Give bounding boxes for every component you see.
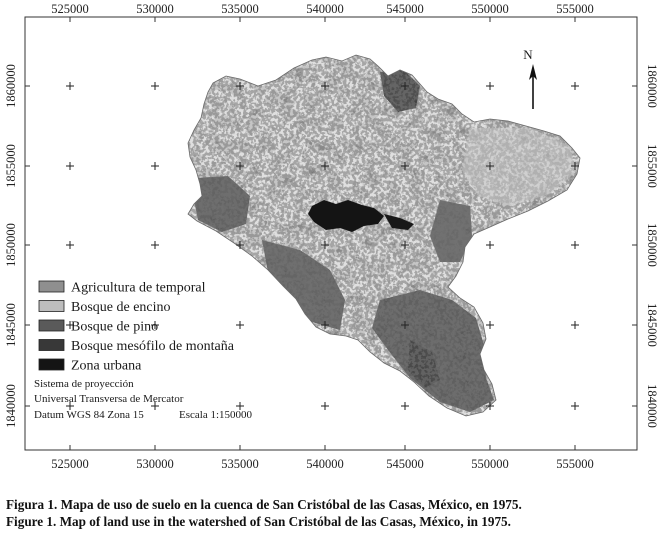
y-tick-label-left: 1860000 [4,64,18,108]
legend-swatch [39,340,64,351]
grid-cross [321,402,329,410]
grid-cross [236,321,244,329]
grid-cross [401,402,409,410]
grid-cross [486,82,494,90]
x-tick-labels-bottom [51,457,594,471]
y-tick-label-left: 1850000 [4,223,18,267]
x-tick-label-bottom: 555000 [556,457,594,471]
grid-cross [66,82,74,90]
x-tick-label-top: 535000 [221,2,259,16]
projection-scale: Escala 1:150000 [179,409,253,421]
legend [39,281,235,374]
y-tick-labels-right [645,64,659,428]
legend-label: Bosque de encino [71,300,171,315]
grid-cross [151,162,159,170]
x-tick-label-top: 555000 [556,2,594,16]
x-tick-label-top: 530000 [136,2,174,16]
x-tick-label-top: 550000 [471,2,509,16]
y-tick-label-right: 1840000 [645,384,659,428]
x-tick-label-bottom: 540000 [306,457,344,471]
figure-caption-english: Figure 1. Map of land use in the watershed of San Cristóbal de las Casas, México, in 1975. [6,514,511,529]
grid-cross [486,321,494,329]
legend-swatch [39,281,64,292]
y-tick-label-right: 1860000 [645,64,659,108]
y-tick-label-left: 1845000 [4,303,18,347]
x-tick-label-bottom: 550000 [471,457,509,471]
grid-cross [571,82,579,90]
grid-cross [151,82,159,90]
grid-cross [571,402,579,410]
x-tick-label-bottom: 530000 [136,457,174,471]
legend-swatch [39,320,64,331]
legend-label: Agricultura de temporal [71,280,206,296]
grid-cross [151,241,159,249]
grid-cross [486,241,494,249]
grid-cross [571,321,579,329]
legend-swatch [39,359,64,370]
legend-label: Zona urbana [71,358,142,374]
x-tick-label-top: 540000 [306,2,344,16]
projection-line-1: Sistema de proyección [34,378,134,390]
land-use-speckle [180,50,600,420]
grid-cross [571,241,579,249]
x-tick-label-bottom: 545000 [386,457,424,471]
projection-datum: Datum WGS 84 Zona 15 [34,409,144,421]
x-tick-label-top: 545000 [386,2,424,16]
y-tick-label-right: 1855000 [645,144,659,188]
x-tick-labels-top [51,2,594,16]
y-tick-labels-left [4,64,18,428]
y-tick-label-right: 1845000 [645,303,659,347]
projection-info [34,378,253,421]
north-label: N [523,47,533,62]
north-arrow [523,47,537,109]
legend-label: Bosque de pino [71,319,159,335]
x-tick-label-bottom: 535000 [221,457,259,471]
x-tick-label-top: 525000 [51,2,89,16]
figure-caption-spanish: Figura 1. Mapa de uso de suelo en la cuenca de San Cristóbal de las Casas, México, en 1975. [6,497,522,512]
legend-label: Bosque mesófilo de montaña [71,339,234,354]
y-tick-label-left: 1855000 [4,144,18,188]
y-tick-label-right: 1850000 [645,223,659,267]
watershed-land-use [180,50,600,420]
grid-cross [66,162,74,170]
y-tick-label-left: 1840000 [4,384,18,428]
x-tick-label-bottom: 525000 [51,457,89,471]
grid-cross [66,241,74,249]
legend-swatch [39,301,64,312]
projection-line-2: Universal Transversa de Mercator [34,393,184,405]
